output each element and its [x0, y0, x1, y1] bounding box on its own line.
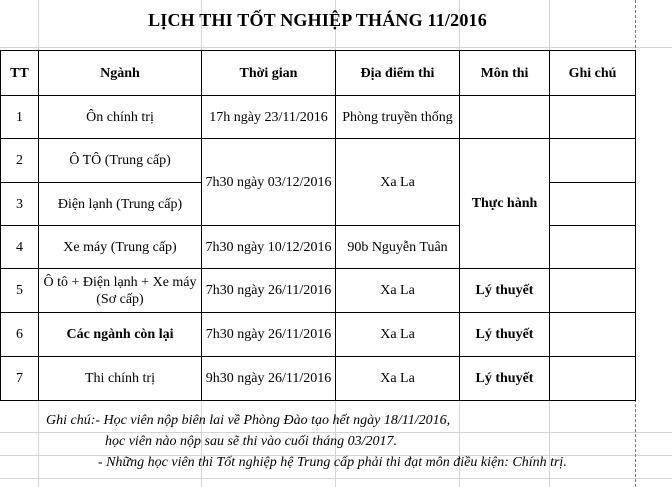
table-row	[1, 313, 636, 357]
cell-mon-thi[interactable]: Lý thuyết	[460, 357, 550, 401]
header-ghi-chu[interactable]: Ghi chú	[550, 51, 636, 96]
note-line-3: - Những học viên thi Tốt nghiệp hệ Trung cấp phải thi đạt môn điều kiện: Chính trị.	[98, 455, 567, 470]
cell-nganh[interactable]	[39, 269, 202, 313]
table-row	[1, 139, 636, 183]
note-line-2: học viên nào nộp sau sẽ thi vào cuối tháng 03/2017.	[105, 434, 398, 449]
cell-thoi-gian[interactable]: 17h ngày 23/11/2016	[202, 96, 336, 139]
cell-dia-diem[interactable]: Phòng truyền thống	[336, 96, 460, 139]
cell-ghi-chu[interactable]	[550, 226, 636, 269]
cell-dia-diem[interactable]: Xa La	[336, 313, 460, 357]
cell-thoi-gian-merged[interactable]: 7h30 ngày 03/12/2016	[202, 139, 336, 226]
cell-ghi-chu[interactable]	[550, 96, 636, 139]
cell-thoi-gian[interactable]: 7h30 ngày 26/11/2016	[202, 269, 336, 313]
note-line-1: Ghi chú:- Học viên nộp biên lai về Phòng Đào tạo hết ngày 18/11/2016,	[46, 413, 451, 428]
table-row	[1, 269, 636, 313]
cell-nganh[interactable]: Xe máy (Trung cấp)	[39, 226, 202, 269]
grid-row-line	[0, 47, 672, 48]
page-title: LỊCH THI TỐT NGHIỆP THÁNG 11/2016	[148, 10, 487, 30]
cell-nganh[interactable]: Ôn chính trị	[39, 96, 202, 139]
cell-nganh-line2: (Sơ cấp)	[96, 291, 144, 307]
exam-schedule-table	[0, 50, 636, 401]
header-thoi-gian[interactable]: Thời gian	[202, 51, 336, 96]
header-dia-diem[interactable]: Địa điểm thi	[336, 51, 460, 96]
cell-ghi-chu[interactable]	[550, 139, 636, 183]
cell-ghi-chu[interactable]	[550, 357, 636, 401]
grid-row-line	[0, 478, 672, 479]
cell-tt[interactable]: 1	[1, 96, 39, 139]
cell-nganh[interactable]: Các ngành còn lại	[39, 313, 202, 357]
cell-tt[interactable]: 7	[1, 357, 39, 401]
cell-dia-diem[interactable]: 90b Nguyễn Tuân	[336, 226, 460, 269]
table-row	[1, 96, 636, 139]
cell-ghi-chu[interactable]	[550, 313, 636, 357]
cell-thoi-gian[interactable]: 9h30 ngày 26/11/2016	[202, 357, 336, 401]
header-tt[interactable]: TT	[1, 51, 39, 96]
cell-ghi-chu[interactable]	[550, 183, 636, 226]
cell-tt[interactable]: 2	[1, 139, 39, 183]
cell-dia-diem[interactable]: Xa La	[336, 269, 460, 313]
cell-nganh-line1: Ô tô + Điện lạnh + Xe máy	[43, 274, 197, 290]
cell-nganh[interactable]: Thi chính trị	[39, 357, 202, 401]
cell-ghi-chu[interactable]	[550, 269, 636, 313]
cell-tt[interactable]: 4	[1, 226, 39, 269]
cell-tt[interactable]: 3	[1, 183, 39, 226]
cell-tt[interactable]: 6	[1, 313, 39, 357]
cell-mon-thi[interactable]: Lý thuyết	[460, 313, 550, 357]
cell-tt[interactable]: 5	[1, 269, 39, 313]
notes-section	[0, 410, 635, 473]
cell-thoi-gian[interactable]: 7h30 ngày 10/12/2016	[202, 226, 336, 269]
header-mon-thi[interactable]: Môn thi	[460, 51, 550, 96]
cell-dia-diem-merged[interactable]: Xa La	[336, 139, 460, 226]
header-nganh[interactable]: Ngành	[39, 51, 202, 96]
cell-mon-thi[interactable]	[460, 96, 550, 139]
cell-mon-thi[interactable]: Lý thuyết	[460, 269, 550, 313]
cell-mon-thi-merged[interactable]: Thực hành	[460, 139, 550, 269]
table-row	[1, 357, 636, 401]
cell-nganh[interactable]: Điện lạnh (Trung cấp)	[39, 183, 202, 226]
cell-nganh[interactable]: Ô TÔ (Trung cấp)	[39, 139, 202, 183]
table-header-row	[1, 51, 636, 96]
cell-dia-diem[interactable]: Xa La	[336, 357, 460, 401]
cell-thoi-gian[interactable]: 7h30 ngày 26/11/2016	[202, 313, 336, 357]
